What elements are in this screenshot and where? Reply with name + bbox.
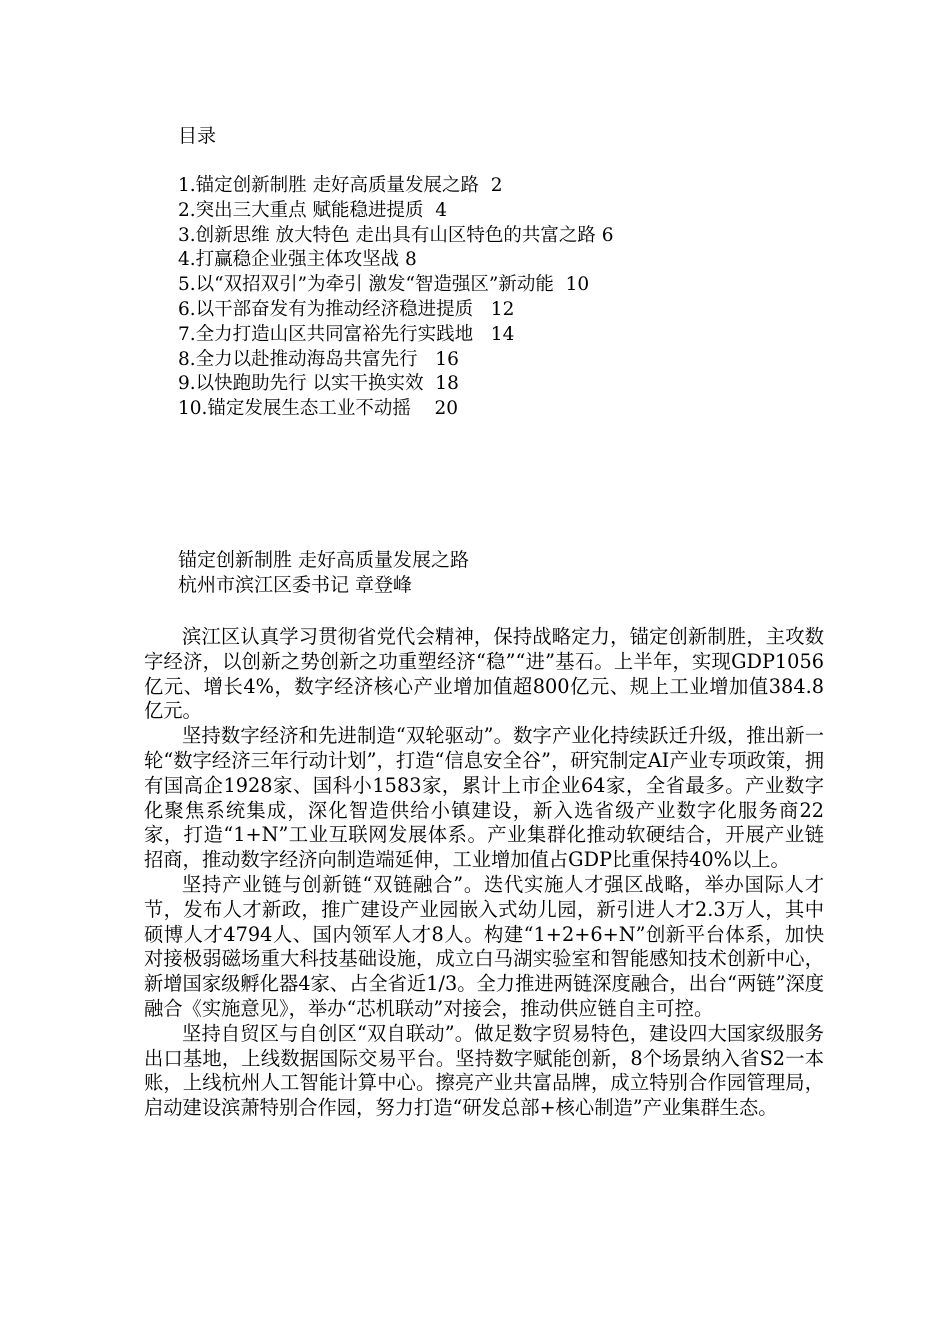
- toc-title: 目录: [178, 125, 217, 147]
- toc-item[interactable]: 8.全力以赴推动海岛共富先行 16: [178, 348, 459, 370]
- toc-item[interactable]: 10.锚定发展生态工业不动摇 20: [178, 398, 458, 420]
- toc-item[interactable]: 6.以干部奋发有为推动经济稳进提质 12: [178, 298, 515, 320]
- toc-item[interactable]: 4.打赢稳企业强主体攻坚战 8: [178, 249, 417, 271]
- article-paragraph: 坚持数字经济和先进制造“双轮驱动”。数字产业化持续跃迁升级，推出新一轮“数字经济三年行动计划”，打造“信息安全谷”，研究制定AI产业专项政策，拥有国高企1928家、国科小1583家，累计上市企业64家，全省最多。产业数字化聚焦系统集成，深化智造供给小镇建设，新入选省级产业数字化服务商22家，打造“1+N”工业互联网发展体系。产业集群化推动软硬结合，开展产业链招商，推动数字经济向制造端延伸，工业增加值占GDP比重保持40%以上。: [144, 724, 824, 872]
- article-title: 锚定创新制胜 走好高质量发展之路: [178, 549, 470, 571]
- toc-item[interactable]: 3.创新思维 放大特色 走出具有山区特色的共富之路 6: [178, 224, 614, 246]
- article-paragraph: 滨江区认真学习贯彻省党代会精神，保持战略定力，锚定创新制胜，主攻数字经济，以创新之势创新之功重塑经济“稳”“进”基石。上半年，实现GDP1056亿元、增长4%，数字经济核心产业增加值超800亿元、规上工业增加值384.8亿元。: [144, 625, 824, 723]
- toc-item[interactable]: 1.锚定创新制胜 走好高质量发展之路 2: [178, 175, 503, 196]
- article-author: 杭州市滨江区委书记 章登峰: [178, 574, 413, 596]
- toc-item[interactable]: 5.以“双招双引”为牵引 激发“智造强区”新动能 10: [178, 274, 590, 296]
- article-paragraph: 坚持产业链与创新链“双链融合”。迭代实施人才强区战略，举办国际人才节，发布人才新政，推广建设产业园嵌入式幼儿园，新引进人才2.3万人，其中硕博人才4794人、国内领军人才8人。构建“1+2+6+N”创新平台体系，加快对接极弱磁场重大科技基础设施，成立白马湖实验室和智能感知技术创新中心，新增国家级孵化器4家、占全省近1/3。全力推进两链深度融合，出台“两链”深度融合《实施意见》，举办“芯机联动”对接会，推动供应链自主可控。: [144, 872, 825, 1020]
- article-body: [144, 625, 824, 1121]
- toc-item[interactable]: 9.以快跑助先行 以实干换实效 18: [178, 373, 459, 395]
- table-of-contents: [178, 174, 614, 422]
- toc-item[interactable]: 2.突出三大重点 赋能稳进提质 4: [178, 199, 448, 221]
- toc-item[interactable]: 7.全力打造山区共同富裕先行实践地 14: [178, 323, 515, 345]
- article-paragraph: 坚持自贸区与自创区“双自联动”。做足数字贸易特色，建设四大国家级服务出口基地，上线数据国际交易平台。坚持数字赋能创新，8个场景纳入省S2一本账，上线杭州人工智能计算中心。擦亮产业共富品牌，成立特别合作园管理局，启动建设滨萧特别合作园，努力打造“研发总部+核心制造”产业集群生态。: [144, 1021, 824, 1120]
